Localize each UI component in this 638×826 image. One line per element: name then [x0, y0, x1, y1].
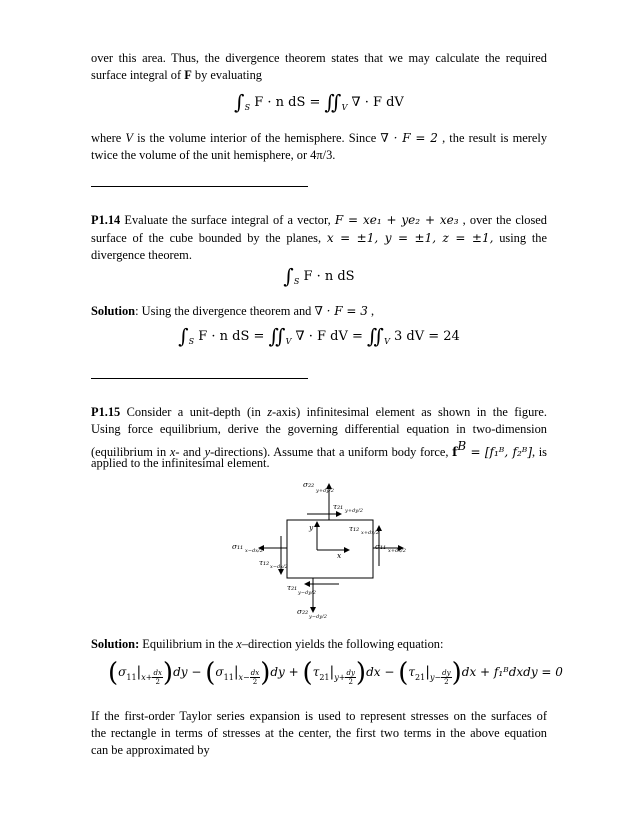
section-divider: [91, 186, 308, 187]
equation-divergence-hemisphere: $\int_S$ F · n dS = $∬_V$ ∇ · F dV: [234, 90, 404, 114]
equation-cube-result: $\int_S$ F · n dS = $∬_V$ ∇ · F dV = $∬_V$ 3 dV = 24: [178, 324, 460, 348]
paragraph-line: If the first-order Taylor series expansion is used to represent stresses on the surfaces of: [91, 709, 547, 723]
paragraph-line: surface integral of F by evaluating: [91, 68, 263, 82]
section-divider: [91, 378, 308, 379]
equation-surface-integral: $\int_S$ F · n dS: [283, 264, 355, 288]
label-sigma22-bottom: σ₂₂: [297, 607, 309, 616]
label-sigma11-right: σ₁₁: [375, 542, 387, 551]
label-sigma22-bottom-sub: y−dy/2: [309, 614, 327, 620]
paragraph-line: Using force equilibrium, derive the governing differential equation in two-dimension: [91, 422, 547, 436]
label-tau12-left: τ₁₂: [259, 558, 270, 567]
problem-statement: P1.15 Consider a unit-depth (in z-axis) infinitesimal element as shown in the figure.: [91, 405, 547, 419]
element-rectangle: [287, 520, 373, 578]
problem-statement: P1.14 Evaluate the surface integral of a vector, F = xe₁ + ye₂ + xe₃ , over the closed: [91, 213, 548, 227]
label-sigma22-top-sub: y+dy/2: [316, 488, 334, 494]
infinitesimal-element-figure: [225, 478, 410, 626]
paragraph-line: surface of the cube bounded by the planes, x = ±1, y = ±1, z = ±1, using the: [91, 231, 547, 245]
label-sigma22-top: σ₂₂: [303, 480, 315, 489]
label-sigma11-left: σ₁₁: [232, 542, 244, 551]
paragraph-line: (equilibrium in x- and y-directions). Assume that a uniform body force, fB = [f₁ᴮ, f₂ᴮ], is: [91, 439, 547, 459]
paragraph-line: the rectangle in terms of stresses at the center, the first two terms in the above equation: [91, 726, 547, 740]
label-tau12-right-sub: x+dx/2: [361, 530, 379, 536]
paragraph-line: twice the volume of the unit hemisphere, or 4π/3.: [91, 148, 336, 162]
label-sigma11-right-sub: x+dx/2: [388, 548, 406, 554]
equilibrium-equation: ($\sigma_{11}|_{x+}$ $\frac{dx}{2}$ )$dy - (\sigma_{11}|_{x-}$ $\frac{dx}{2}$ )$dy + (\tau_{21}|_{y+}$ $\frac{dy}{2}$ )$dx - (\tau_{21}|_{y-}$ $\frac{dy}{2}$ )dx + f₁ᴮdxdy = 0: [108, 658, 563, 688]
label-tau12-right: τ₁₂: [349, 524, 360, 533]
label-tau21-top-sub: y+dy/2: [345, 508, 363, 514]
label-tau12-left-sub: x−dx/2: [270, 564, 288, 570]
label-tau21-bottom: τ₂₁: [287, 583, 298, 592]
paragraph-line: over this area. Thus, the divergence theorem states that we may calculate the required: [91, 51, 547, 65]
label-y-axis: y: [309, 523, 314, 532]
solution-line: Solution: Using the divergence theorem and ∇ · F = 3 ,: [91, 304, 375, 318]
paragraph-line: where V is the volume interior of the hemisphere. Since ∇ · F = 2 , the result is merely: [91, 131, 548, 145]
label-x-axis: x: [337, 551, 342, 560]
paragraph-line: divergence theorem.: [91, 248, 192, 262]
label-tau21-bottom-sub: y−dy/2: [298, 590, 316, 596]
solution-line: Solution: Equilibrium in the x–direction yields the following equation:: [91, 637, 444, 651]
label-sigma11-left-sub: x−dx/2: [245, 548, 263, 554]
paragraph-line: applied to the infinitesimal element.: [91, 456, 270, 470]
paragraph-line: can be approximated by: [91, 743, 210, 757]
label-tau21-top: τ₂₁: [333, 502, 344, 511]
